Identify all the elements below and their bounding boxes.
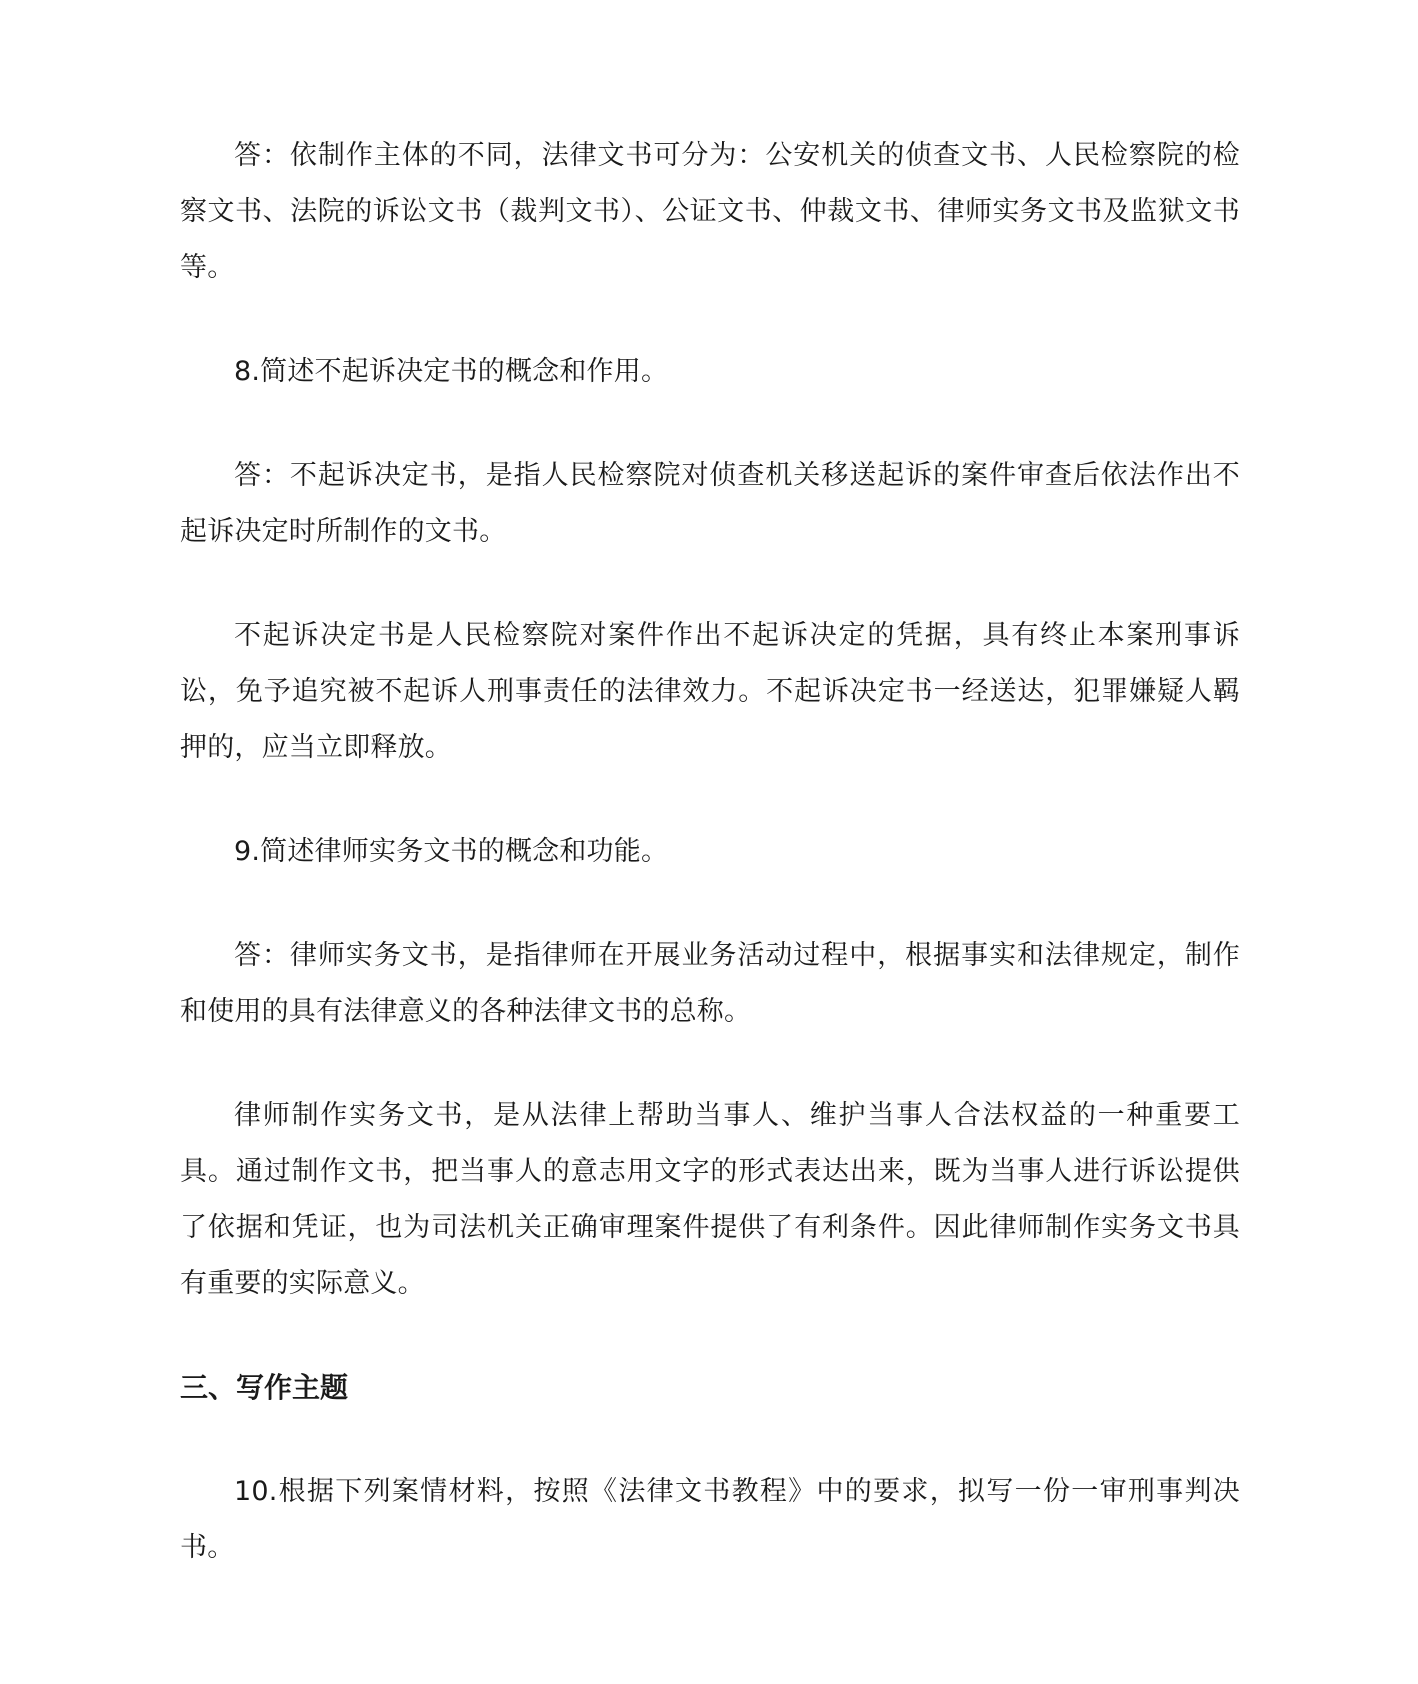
answer-8-definition: 答：不起诉决定书，是指人民检察院对侦查机关移送起诉的案件审查后依法作出不起诉决定时所制作的文书。 [180, 460, 1240, 547]
answer-9-function: 律师制作实务文书，是从法律上帮助当事人、维护当事人合法权益的一种重要工具。通过制作文书，把当事人的意志用文字的形式表达出来，既为当事人进行诉讼提供了依据和凭证，也为司法机关正确审理案件提供了有利条件。因此律师制作实务文书具有重要的实际意义。 [180, 1100, 1240, 1299]
document-page [180, 128, 1240, 1576]
question-9: 9.简述律师实务文书的概念和功能。 [234, 836, 669, 867]
paragraph-gap [180, 1416, 1240, 1464]
question-8: 8.简述不起诉决定书的概念和作用。 [234, 356, 669, 387]
paragraph-gap [180, 400, 1240, 448]
section-heading-writing-topic: 三、写作主题 [180, 1371, 349, 1404]
answer-8-function: 不起诉决定书是人民检察院对案件作出不起诉决定的凭据，具有终止本案刑事诉讼，免予追究被不起诉人刑事责任的法律效力。不起诉决定书一经送达，犯罪嫌疑人羁押的，应当立即释放。 [180, 620, 1240, 763]
paragraph-gap [180, 1312, 1240, 1360]
paragraph-gap [180, 560, 1240, 608]
paragraph-gap [180, 776, 1240, 824]
question-10: 10.根据下列案情材料，按照《法律文书教程》中的要求，拟写一份一审刑事判决书。 [180, 1476, 1240, 1563]
answer-paragraph-7: 答：依制作主体的不同，法律文书可分为：公安机关的侦查文书、人民检察院的检察文书、法院的诉讼文书（裁判文书）、公证文书、仲裁文书、律师实务文书及监狱文书等。 [180, 140, 1240, 283]
answer-9-definition: 答：律师实务文书，是指律师在开展业务活动过程中，根据事实和法律规定，制作和使用的具有法律意义的各种法律文书的总称。 [180, 940, 1240, 1027]
paragraph-gap [180, 296, 1240, 344]
paragraph-gap [180, 1040, 1240, 1088]
paragraph-gap [180, 880, 1240, 928]
